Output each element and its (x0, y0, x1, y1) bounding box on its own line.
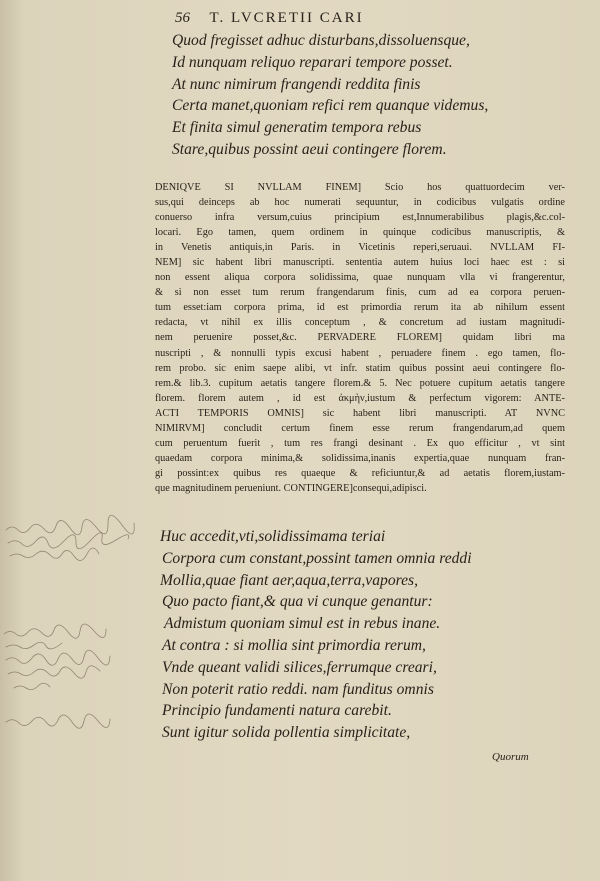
commentary-line: cum peruentum fuerit , tum res frangi desinant . Ex quo efficitur , vt sint (155, 437, 565, 449)
running-title: T. LVCRETII CARI (209, 10, 364, 26)
commentary-line: non essent aliqua corpora solidissima, quae nunquam vlla vi frangerentur, (155, 272, 565, 284)
verse-line: Admistum quoniam simul est in rebus inane. (164, 615, 441, 633)
verse-block-bottom (158, 526, 472, 744)
handwritten-marginalia (0, 0, 170, 881)
verse-line: Corpora cum constant,possint tamen omnia reddi (162, 549, 472, 567)
verse-line: At nunc nimirum frangendi reddita finis (172, 75, 421, 93)
commentary-line: nuscripti , & nonnulli typis excusi habent , peruadere finem . ego tamen, flo- (155, 347, 565, 359)
commentary-line: rem probo. sic enim saepe alibi, vt infr. statim quibus possint aeui contingere flo- (155, 362, 565, 374)
commentary-line: conuerso infra versum,cuius principium est,Innumerabilibus plagis,&c.col- (155, 212, 565, 224)
commentary-line: que magnitudinem perueniunt. CONTINGERE]consequi,adipisci. (155, 482, 427, 494)
commentary-line: rem.& lib.3. cupitum aetatis tangere florem.& 5. Nec potuere cupitum aetatis tangere (155, 377, 565, 389)
commentary-line: tum esset:iam corpora prima, id est primordia rerum ita ab nihilum essent (155, 302, 565, 314)
verse-line: Non poterit ratio reddi. nam funditus omnis (162, 680, 434, 698)
verse-line: Certa manet,quoniam refici rem quanque videmus, (172, 97, 489, 115)
verse-line: Et finita simul generatim tempora rebus (172, 119, 422, 137)
commentary-line: gi possint:ex quibus res quaeque & reficiuntur,& ad aetatis florem,iustam- (155, 467, 565, 479)
verse-line: Sunt igitur solida pollentia simplicitate, (162, 724, 411, 742)
commentary-line: florem. florem autem , id est ἀκμὴν,iustum & perfectum vigorem: ANTE- (155, 392, 565, 404)
verse-line: Id nunquam reliquo reparari tempore posset. (172, 53, 453, 71)
catchword: Quorum (492, 751, 529, 763)
verse-line: Stare,quibus possint aeui contingere florem. (172, 140, 447, 158)
verse-block-top (172, 30, 488, 161)
verse-line: Vnde queant validi silices,ferrumque creari, (162, 658, 437, 676)
verse-line: Quod fregisset adhuc disturbans,dissoluensque, (172, 32, 470, 49)
running-header (175, 10, 364, 27)
commentary-line: ACTI TEMPORIS OMNIS] sic habent libri manuscripti. AT NVNC (155, 407, 565, 419)
verse-line: Mollia,quae fiant aer,aqua,terra,vapores, (160, 571, 418, 589)
commentary-line: NEM] sic habent libri manuscripti. sententia autem huius loci haec est : si (155, 257, 565, 269)
verse-line: Quo pacto fiant,& qua vi cunque genantur: (162, 593, 433, 611)
commentary-line: sus,qui deinceps ab hoc numerati sequuntur, in codicibus vulgatis ordine (155, 197, 565, 209)
commentary-line: in Venetis antiquis,in Paris. in Vicetinis reperi,seruaui. NVLLAM FI- (155, 242, 565, 254)
page-number: 56 (175, 10, 190, 26)
commentary-line: quaedam corpora minima,& solidissima,inanis expertia,quae nunquam fran- (155, 452, 565, 464)
commentary-line: & si non esset tum rerum frangendarum finis, cum ad ea corpora peruen- (155, 287, 565, 299)
verse-line: Principio fundamenti natura carebit. (162, 702, 392, 720)
commentary-line: nem peruenire posset,&c. PERVADERE FLOREM] quidam libri ma (155, 332, 565, 344)
commentary-line: DENIQVE SI NVLLAM FINEM] Scio hos quattuordecim ver- (155, 182, 565, 193)
commentary-line: redacta, vt nihil ex illis conceptum , & concretum ad iustam magnitudi- (155, 317, 565, 329)
commentary-block (155, 180, 565, 496)
verse-line: At contra : si mollia sint primordia rerum, (162, 636, 426, 654)
verse-line: Huc accedit,vti,solidissimama teriai (160, 528, 386, 545)
marginalia-scribbles (0, 0, 170, 881)
commentary-line: locari. Ego tamen, quem ordinem in quinque codicibus manuscriptis, & (155, 227, 565, 239)
commentary-line: NIMIRVM] concludit certum finem esse rerum frangendarum,ad quem (155, 422, 565, 434)
